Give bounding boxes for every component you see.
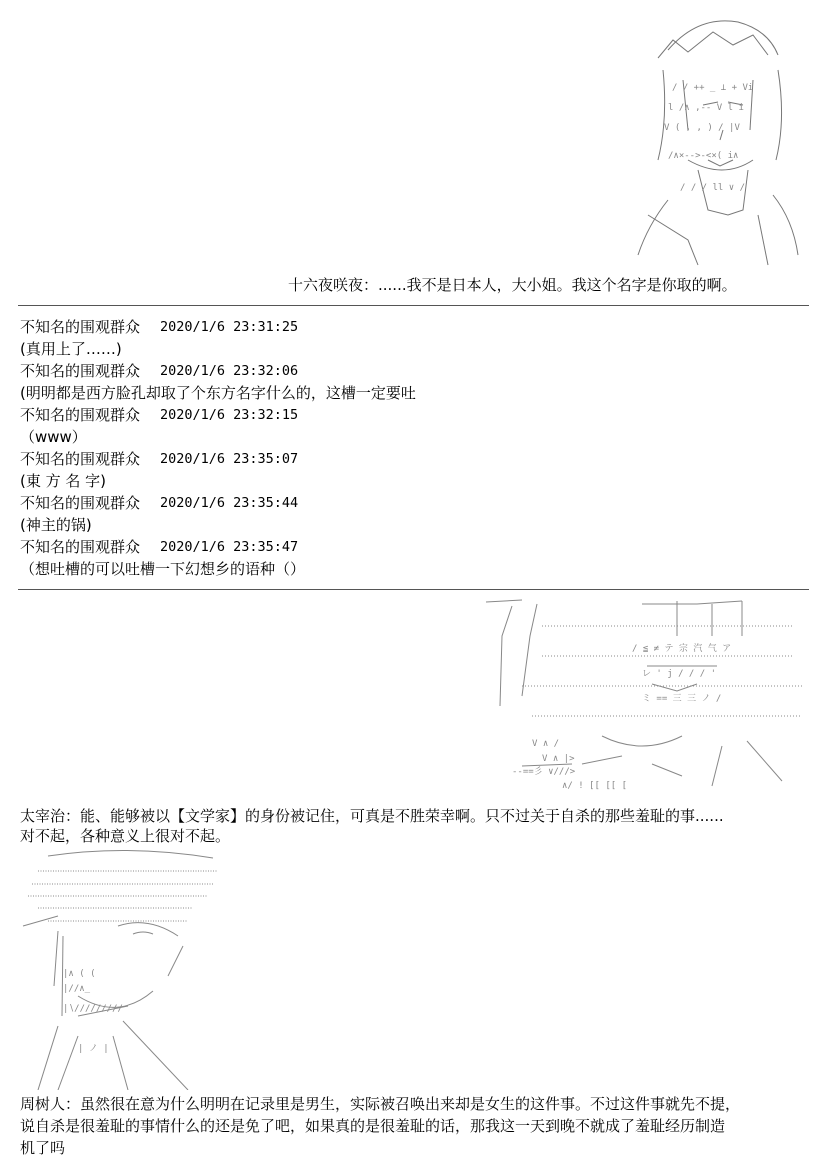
- comment-text: (東 方 名 字): [20, 472, 107, 490]
- section-divider: [18, 305, 809, 306]
- comment-time: 2020/1/6 23:32:15: [160, 407, 299, 423]
- comment-time: 2020/1/6 23:35:47: [160, 539, 299, 555]
- dazai-ascii-art: [482, 596, 808, 796]
- comment-time: 2020/1/6 23:32:06: [160, 363, 299, 379]
- zhou-dialogue-line-3: 机了吗: [20, 1139, 66, 1157]
- svg-text:|∖/////////: |∖/////////: [63, 1004, 123, 1014]
- comment-user: 不知名的围观群众: [20, 538, 141, 556]
- dazai-dialogue-line-1: 太宰治：能、能够被以【文学家】的身份被记住，可真是不胜荣幸啊。只不过关于自杀的那些羞耻的事......: [20, 807, 724, 825]
- zhou-dialogue-line-2: 说自杀是很羞耻的事情什么的还是免了吧，如果真的是很羞耻的话，那我这一天到晚不就成了羞耻经历制造: [20, 1117, 726, 1135]
- comment-time: 2020/1/6 23:31:25: [160, 319, 299, 335]
- svg-text:V ∧ /: V ∧ /: [532, 739, 560, 749]
- svg-text:∧/ ! [[ [[ [: ∧/ ! [[ [[ [: [562, 781, 628, 791]
- comment-user: 不知名的围观群众: [20, 450, 141, 468]
- comment-text: (明明都是西方脸孔却取了个东方名字什么的，这槽一定要吐: [20, 384, 416, 402]
- svg-text:V ∧ |>: V ∧ |>: [542, 754, 575, 764]
- svg-text:/ / / ll ∨ /: / / / ll ∨ /: [680, 183, 746, 193]
- svg-text:レ ' j / / / ': レ ' j / / / ': [642, 669, 717, 679]
- comment-text: (真用上了……): [20, 340, 122, 358]
- comment-text: （www）: [20, 428, 87, 446]
- comment-text: （想吐槽的可以吐槽一下幻想乡的语种（）: [20, 560, 306, 578]
- svg-text:/ / ++ _ ⊥ + Vi: / / ++ _ ⊥ + Vi: [672, 83, 754, 93]
- svg-text:/∧×-->-<×( i∧: /∧×-->-<×( i∧: [668, 151, 739, 161]
- svg-text:| ノ |: | ノ |: [78, 1044, 109, 1054]
- svg-text:--==彡 ∨///>: --==彡 ∨///>: [512, 767, 576, 777]
- comment-user: 不知名的围观群众: [20, 406, 141, 424]
- svg-text:|//∧_: |//∧_: [63, 984, 91, 994]
- sakuya-dialogue-line: 十六夜咲夜：......我不是日本人，大小姐。我这个名字是你取的啊。: [288, 276, 737, 294]
- maid-ascii-art: [628, 10, 808, 268]
- section-divider: [18, 589, 809, 590]
- comment-user: 不知名的围观群众: [20, 494, 141, 512]
- dazai-dialogue-line-2: 对不起，各种意义上很对不起。: [20, 827, 231, 845]
- svg-text:l /∧ ,-- V l i: l /∧ ,-- V l i: [668, 103, 744, 113]
- svg-text:V ( , , ) / |V: V ( , , ) / |V: [664, 123, 740, 133]
- comment-user: 不知名的围观群众: [20, 318, 141, 336]
- svg-text:/ ≦ ≠ テ 宗 汽 气 ア: / ≦ ≠ テ 宗 汽 气 ア: [632, 644, 732, 654]
- zhou-shuren-ascii-art: [18, 846, 218, 1090]
- comment-time: 2020/1/6 23:35:07: [160, 451, 299, 467]
- svg-text:ミ == 三 三 ノ /: ミ == 三 三 ノ /: [642, 694, 722, 704]
- comment-text: (神主的锅): [20, 516, 92, 534]
- svg-text:|∧ ( (: |∧ ( (: [63, 969, 96, 979]
- comment-time: 2020/1/6 23:35:44: [160, 495, 299, 511]
- comment-user: 不知名的围观群众: [20, 362, 141, 380]
- zhou-dialogue-line-1: 周树人：虽然很在意为什么明明在记录里是男生，实际被召唤出来却是女生的这件事。不过这件事就先不提，: [20, 1095, 741, 1113]
